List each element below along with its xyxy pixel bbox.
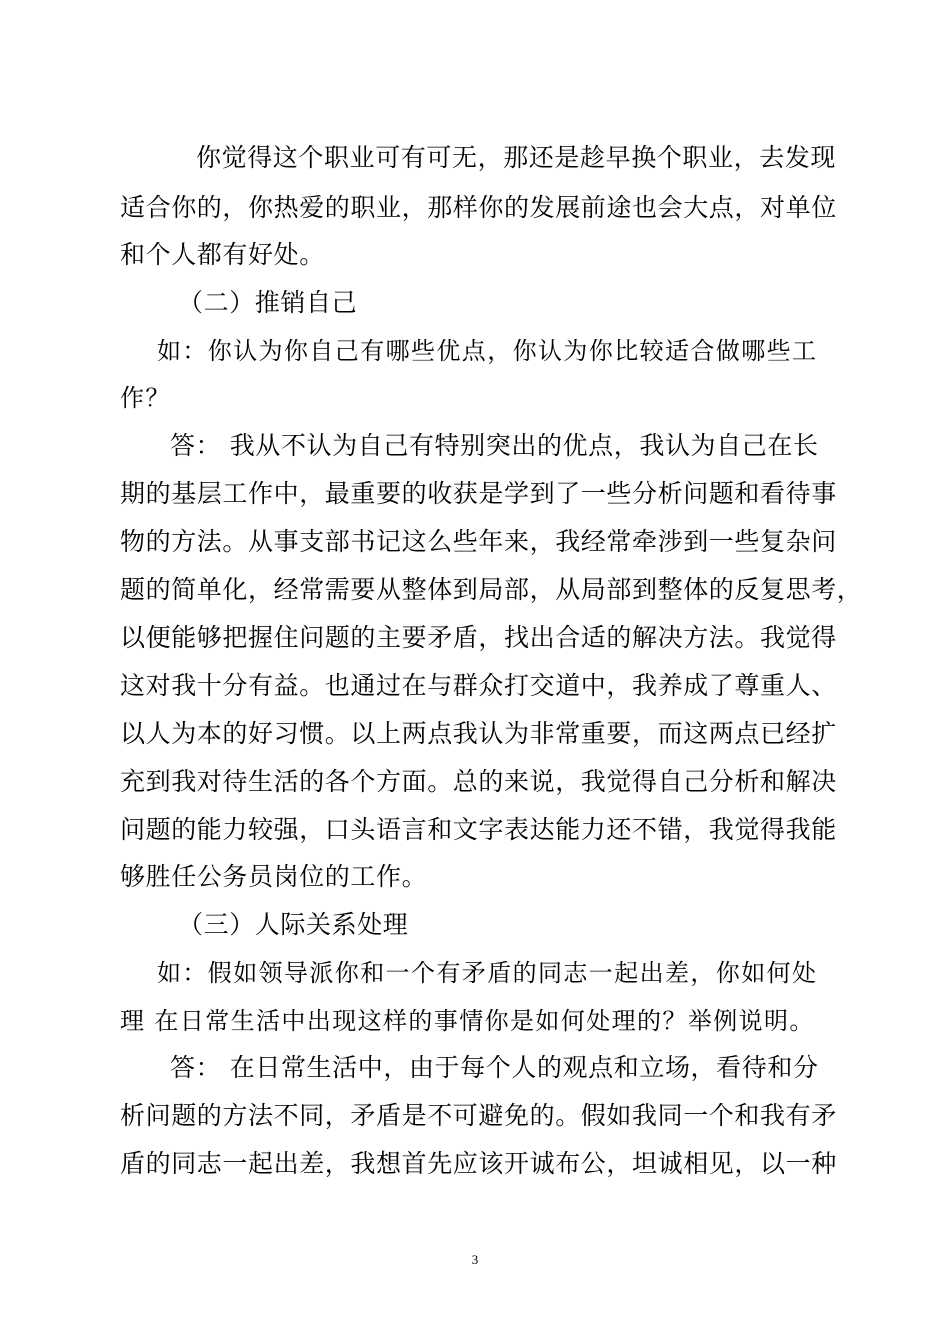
answer-line: 盾的同志一起出差，我想首先应该开诚布公，坦诚相见，以一种 xyxy=(120,1149,837,1178)
answer-line: 够胜任公务员岗位的工作。 xyxy=(120,862,428,891)
paragraph-line: 和个人都有好处。 xyxy=(120,240,325,269)
answer-line: 题的简单化，经常需要从整体到局部，从局部到整体的反复思考， xyxy=(120,575,863,604)
answer-line: 以便能够把握住问题的主要矛盾，找出合适的解决方法。我觉得 xyxy=(120,623,837,652)
question-line: 如：假如领导派你和一个有矛盾的同志一起出差，你如何处 xyxy=(157,959,818,987)
section-heading: （三）人际关系处理 xyxy=(178,910,409,939)
question-line: 理 在日常生活中出现这样的事情你是如何处理的？举例说明。 xyxy=(120,1007,815,1035)
question-line: 作？ xyxy=(120,384,171,412)
answer-line: 期的基层工作中，最重要的收获是学到了一些分析问题和看待事 xyxy=(120,479,837,508)
page-number: 3 xyxy=(471,1252,479,1267)
paragraph-line: 你觉得这个职业可有可无，那还是趁早换个职业，去发现 xyxy=(196,143,837,172)
answer-line: 问题的能力较强，口头语言和文字表达能力还不错，我觉得我能 xyxy=(120,815,837,844)
paragraph-line: 适合你的，你热爱的职业，那样你的发展前途也会大点，对单位 xyxy=(120,193,837,222)
answer-line: 这对我十分有益。也通过在与群众打交道中，我养成了尊重人、 xyxy=(120,671,837,700)
answer-line: 答： 在日常生活中，由于每个人的观点和立场，看待和分 xyxy=(170,1053,819,1082)
answer-line: 充到我对待生活的各个方面。总的来说，我觉得自己分析和解决 xyxy=(120,767,837,796)
answer-line: 析问题的方法不同，矛盾是不可避免的。假如我同一个和我有矛 xyxy=(120,1101,837,1130)
answer-line: 物的方法。从事支部书记这么些年来，我经常牵涉到一些复杂问 xyxy=(120,527,837,556)
question-line: 如：你认为你自己有哪些优点，你认为你比较适合做哪些工 xyxy=(157,337,818,365)
answer-line: 以人为本的好习惯。以上两点我认为非常重要，而这两点已经扩 xyxy=(120,719,837,748)
answer-line: 答： 我从不认为自己有特别突出的优点，我认为自己在长 xyxy=(170,431,819,460)
section-heading: （二）推销自己 xyxy=(178,288,358,317)
